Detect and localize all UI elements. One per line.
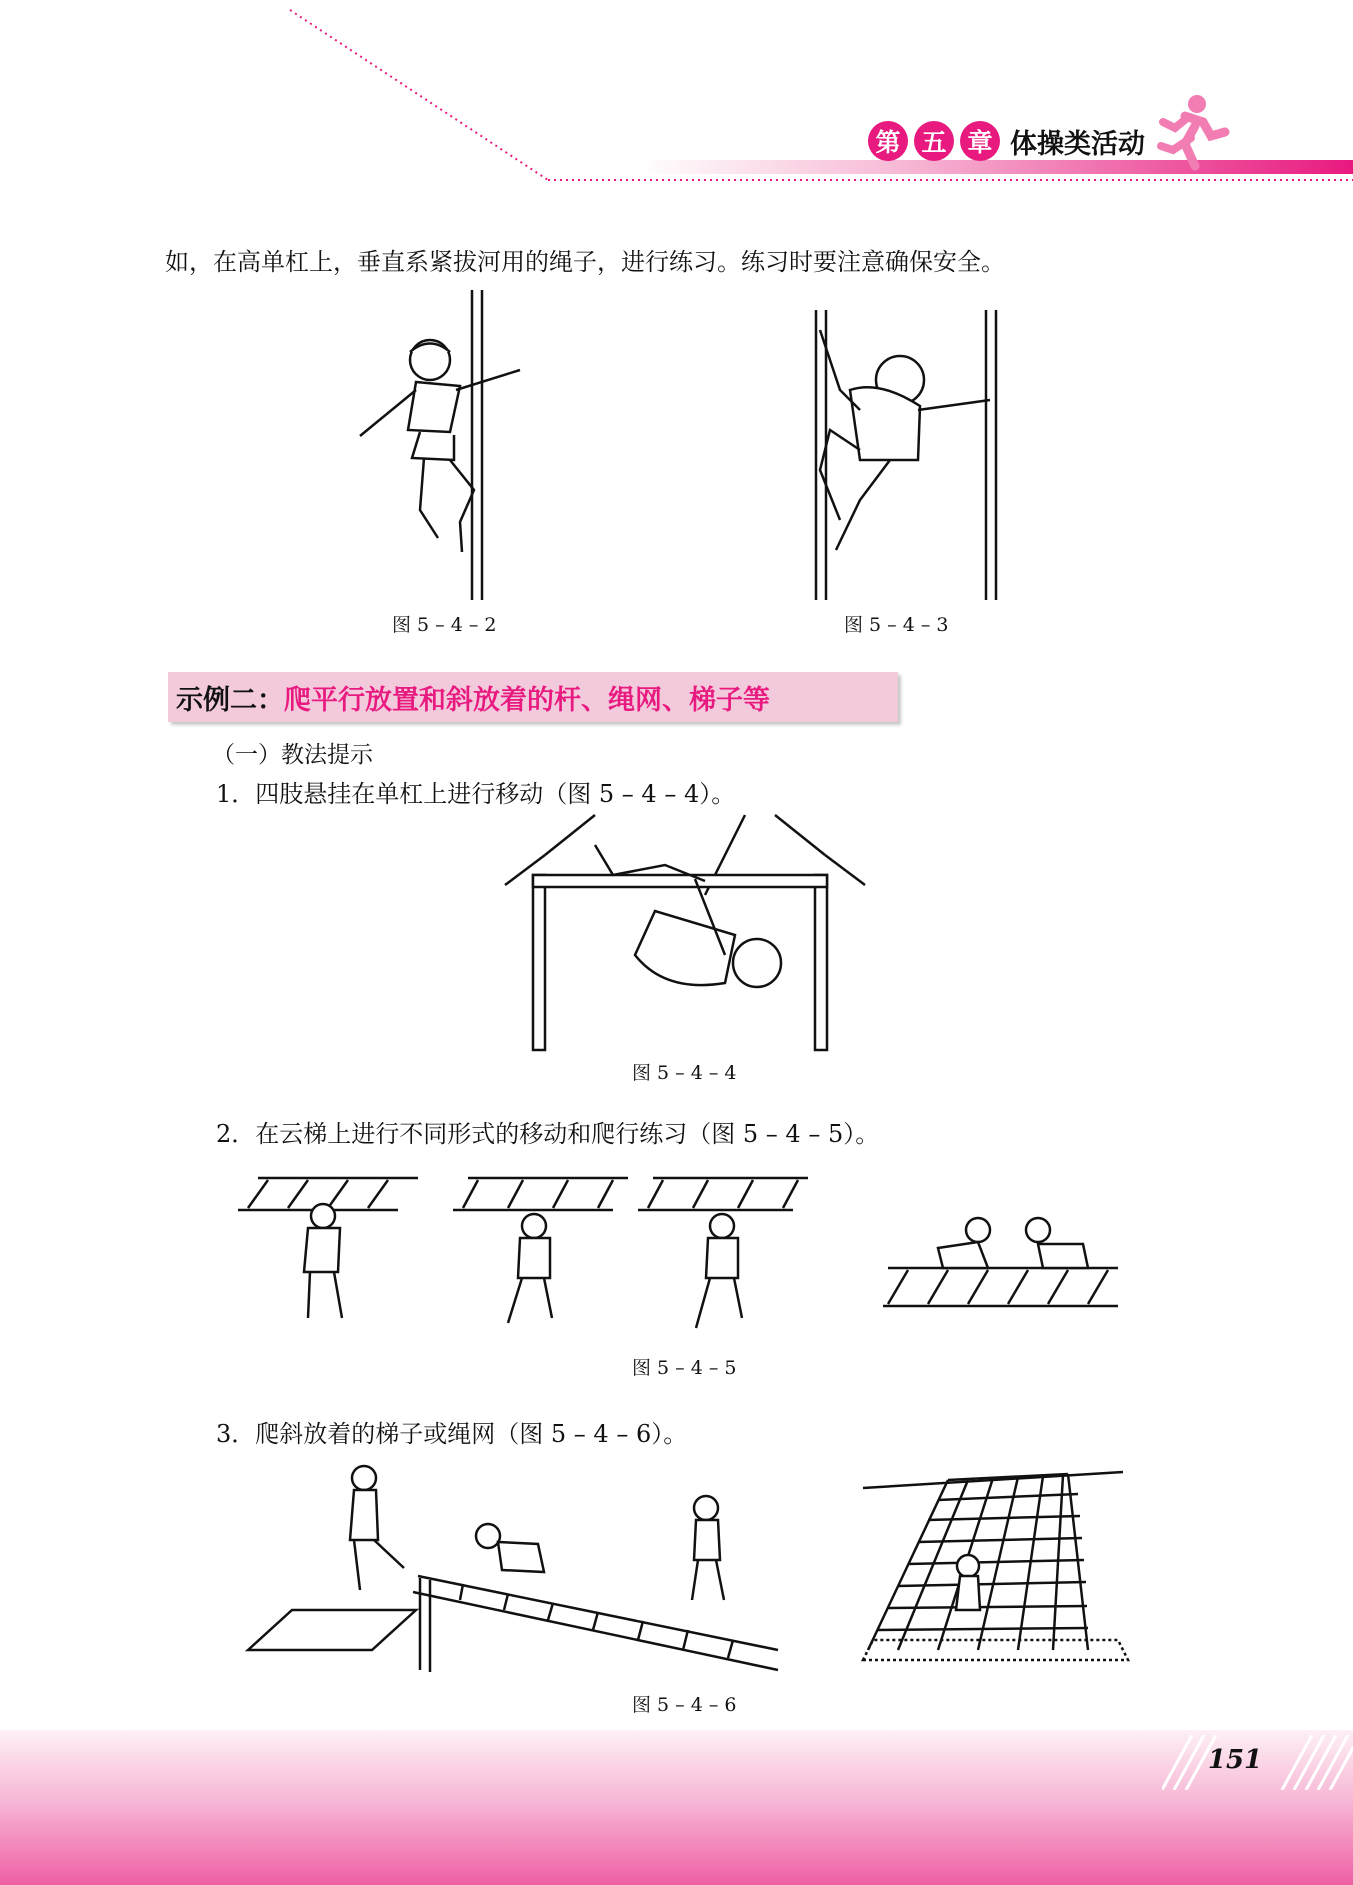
intro-paragraph: 如，在高单杠上，垂直系紧拔河用的绳子，进行练习。练习时要注意确保安全。: [165, 248, 1005, 276]
section-header-bar: [168, 672, 898, 722]
chapter-badge-2: 五: [914, 121, 954, 161]
figure-5-4-6-illustration: [248, 1460, 1128, 1680]
figure-5-4-2-illustration: [350, 290, 540, 600]
subsection-heading: （一）教法提示: [212, 742, 373, 768]
list-item-3: 3．爬斜放着的梯子或绳网（图 5 – 4 – 6）。: [216, 1420, 688, 1448]
figure-5-4-3-illustration: [790, 310, 1010, 600]
section-title: 爬平行放置和斜放着的杆、绳网、梯子等: [284, 684, 770, 716]
footer-band: [0, 1730, 1353, 1885]
chapter-title: [868, 118, 1145, 164]
caption-5-4-3: 图 5 – 4 – 3: [844, 614, 949, 636]
list-item-2: 2．在云梯上进行不同形式的移动和爬行练习（图 5 – 4 – 5）。: [216, 1120, 880, 1148]
caption-5-4-2: 图 5 – 4 – 2: [392, 614, 497, 636]
section-label: 示例二：: [176, 684, 284, 716]
figure-5-4-4-illustration: [495, 815, 875, 1050]
caption-5-4-5: 图 5 – 4 – 5: [632, 1357, 737, 1379]
caption-5-4-6: 图 5 – 4 – 6: [632, 1694, 737, 1716]
page-number: 151: [1207, 1745, 1263, 1775]
figure-5-4-5-illustration: [238, 1168, 1128, 1338]
chapter-badge-3: 章: [960, 121, 1000, 161]
chapter-name: 体操类活动: [1010, 128, 1145, 160]
runner-icon: [1145, 92, 1235, 172]
chapter-badge-1: 第: [868, 121, 908, 161]
caption-5-4-4: 图 5 – 4 – 4: [632, 1062, 737, 1084]
list-item-1: 1．四肢悬挂在单杠上进行移动（图 5 – 4 – 4）。: [216, 780, 736, 808]
